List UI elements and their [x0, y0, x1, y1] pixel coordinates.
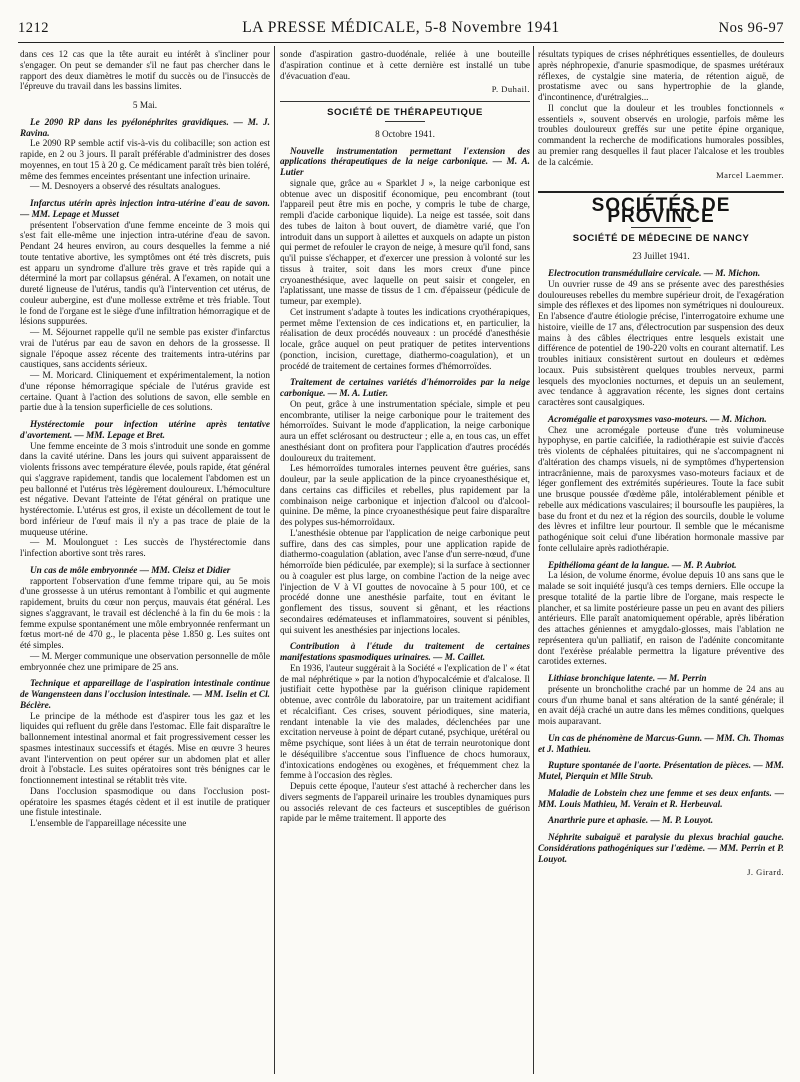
column-divider: [533, 46, 534, 1074]
session-date: 23 Juillet 1941.: [632, 252, 690, 263]
paragraph: Un ouvrier russe de 49 ans se présente avec des paresthésies douloureuses rebelles du membre supérieur droit, de l'exagération simple des réflexes et des lipomes non symétriques ni douloureux. En l'absence d'autre étiologie précise, l'interrogatoire exhume une histoire, vieille de 17 ans, d'électrocution par suspension des deux mains à des câbles électriques entre lesquels existait une différence de potentiel de 190-220 volts en courant alternatif. Les troubles initiaux consistèrent surtout en douleurs et œdèmes locaux. Puis subsistèrent quelques troubles nerveux, parmi lesquels des myoclonies nocturnes, et depuis un an seulement, avec tendance à aggravation récente, les signes dont certains caractères sont causalgiques.: [538, 279, 784, 408]
article-title: Infarctus utérin après injection intra-utérine d'eau de savon. — MM. Lepage et Musset: [20, 199, 270, 220]
article-title: Lithiase bronchique latente. — M. Perrin: [548, 674, 707, 684]
issue-number: Nos 96-97: [718, 20, 784, 36]
article-title: Maladie de Lobstein chez une femme et ses deux enfants. — MM. Louis Mathieu, M. Verain et R. Herbeuval.: [538, 788, 784, 810]
paragraph: présente un broncholithe craché par un homme de 24 ans au cours d'un rhume banal et sans altération de la santé générale; il en avait déjà craché un autre dans les mêmes conditions, quelques mois auparavant.: [538, 684, 784, 727]
paragraph: Cet instrument s'adapte à toutes les indications cryothérapiques, permet même l'extension de ces indications et, en particulier, la réalisation de deux procédés nouveaux : un procédé d'anesthésie locale, grâce auquel on peut pratiquer de petites interventions (ponction, incision, curettage, diathermo-coagulation), et un procédé de traitement de certaines formes d'hémorroïdes.: [280, 307, 530, 372]
header-rule: [18, 42, 784, 43]
paragraph: — M. Moricard. Cliniquement et expérimentalement, la notion d'une réponse hémorragique spéciale de l'utérus gravide est certaine. Quant à l'action des solutions de savon, elle semble en partie due à la tension superficielle de ces solutions.: [20, 371, 270, 414]
article-title: Nouvelle instrumentation permettant l'extension des applications thérapeutiques de la neige carbonique. — M. A. Lutier: [280, 146, 530, 178]
paragraph: — M. Desnoyers a observé des résultats analogues.: [30, 182, 221, 193]
paragraph: — M. Merger communique une observation personnelle de môle embryonnée chez une primipare de 25 ans.: [20, 651, 270, 673]
paragraph: On peut, grâce à une instrumentation spéciale, simple et peu encombrante, utiliser la neige carbonique pour le traitement des hémorroïdes. Suivant le mode d'application, la neige carbonique aura un effet sclérosant ou destructeur ; elle a, en tous cas, un effet anesthésiant dont on profitera pour l'application d'autres procédés douloureux du traitement.: [280, 399, 530, 464]
society-heading: SOCIÉTÉ DE THÉRAPEUTIQUE: [280, 101, 530, 122]
paragraph: Il conclut que la douleur et les troubles fonctionnels « essentiels », souvent observés en urologie, parfois même les troubles douloureux greffés sur une petite épine organique, commandent la recherche de modifications humorales possibles, au premier rang desquelles il faut placer l'alcalose et les troubles de la calcémie.: [538, 103, 784, 168]
paragraph: Depuis cette époque, l'auteur s'est attaché à rechercher dans les divers segments de l'appareil urinaire les troubles dynamiques purs ou associés relevant de ces facteurs et susceptibles de guérison rapide par le même traitement. Il apporte des: [280, 782, 530, 825]
paragraph: rapportent l'observation d'une femme tripare qui, au 5e mois d'une grossesse à un utérus remontant à l'ombilic et qui augmente rapidement, bruits du cœur non perçus, mauvais état général. Les signes s'aggravant, le travail est déclenché à la fin du 6e mois : la femme expulse spontanément une môle embryonnée renfermant un fœtus mort-né de 470 g., le placenta pèse 1.850 g. Les suites ont été simples.: [20, 576, 270, 651]
paragraph: Chez une acromégale porteuse d'une très volumineuse hypophyse, en partie calcifiée, la radiothérapie est suivie d'accès très violents de céphalées pituitaires, qui ne s'accompagnent ni d'altération des champs visuels, ni de symptômes d'hypertension intracrânienne, mais de paroxysmes vaso-moteurs faciaux et de léger gonflement des extrémités supérieures. Toute la face subit une brusque poussée d'œdème pâle, intolérablement pénible et rebelle aux médications vasculaires; il boursoufle les paupières, la base du front et du nez et la région des sourcils, double le volume des lèvres et infiltre leur pourtour. Il semble que le mécanisme pathogénique soit celui d'une libération hormonale massive par fonte cellulaire après radiothérapie.: [538, 425, 784, 554]
article-title: Traitement de certaines variétés d'hémorroïdes par la neige carbonique. — M. A. Lutier.: [280, 378, 530, 399]
society-heading: SOCIÉTÉ DE MÉDECINE DE NANCY: [572, 232, 750, 244]
section-heading: SOCIÉTÉS DE PROVINCE: [538, 191, 784, 228]
article-title: Anarthrie pure et aphasie. — M. P. Louyot.: [548, 816, 714, 827]
page-number: 1212: [18, 20, 49, 36]
paragraph: En 1936, l'auteur suggérait à la Société « l'explication de l' « état de mal néphrétique » par la notion d'hypocalcémie et d'alcalose. Il justifiait cette hypothèse par la guérison clinique rapidement obtenue, avec contrôle du laboratoire, par un traitement acidifiant et récalcifiant. Ces crises, souvent périodiques, sine materia, rendant intenable la vie des malades, déclenchées par une excitation nerveuse à point de départ cutané, psychique, urétéral ou même psychique, sont liées à un état de terrain neurotonique dont le déséquilibre s'accentue sous l'influence de chocs humoraux, d'intoxications endogènes ou exogènes, et fréquemment chez la femme à l'occasion des règles.: [280, 663, 530, 782]
paragraph: présentent l'observation d'une femme enceinte de 3 mois qui s'est fait elle-même une injection intra-utérine d'eau de savon. Pendant 24 heures environ, au cours desquelles la femme a nié toute tentative abortive, les symptômes ont été très discrets, puis est apparu un syndrome d'allure très grave et très rapide qui a déterminé la mort par collapsus général. A l'examen, on notait une dureté ligneuse de l'utérus, tandis qu'à l'intervention cet utérus, de couleur aubergine, est d'une mollesse extrême et très friable. Tout le fond de l'organe est le siège d'une infiltration hémorragique et de lésions suppurées.: [20, 220, 270, 328]
article-title: Electrocution transmédullaire cervicale. — M. Michon.: [548, 269, 761, 279]
session-date: 5 Mai.: [132, 101, 158, 111]
paragraph: La lésion, de volume énorme, évolue depuis 10 ans sans que le malade se soit inquiété jusqu'à ces temps derniers. Elle occupe la presque totalité de la partie libre de l'organe, mais respecte le plancher, et sa limite postérieure passe un peu en avant des piliers antérieurs. Elle paraît anatomiquement opérable, après libération des attaches géniennes et amygdalo-glosses, mais l'ablation ne représentera qu'un palliatif, en raison de l'adénite concomitante dont l'exérèse préalable permettra la ligature préventive des carotides externes.: [538, 571, 784, 668]
paragraph: Les hémorroïdes tumorales internes peuvent être guéries, sans douleur, par la seule application de la pince cryoanesthésique et, dans certains cas difficiles et rebelles, plus rapidement par la combinaison neige carbonique et injection d'alcool ou d'alcool-quinine. De même, la pince cryoanesthésique peut faire disparaître des polypes sus-hémorroïdaux.: [280, 464, 530, 528]
article-title: Epithélioma géant de la langue. — M. P. Aubriot.: [548, 560, 737, 571]
paragraph: Dans l'occlusion spasmodique ou dans l'occlusion post-opératoire les spasmes étagés cèdent et il est inutile de pratiquer une fistule intestinale.: [20, 786, 270, 819]
article-title: Un cas de môle embryonnée — MM. Cleisz et Didier: [30, 565, 231, 576]
signature: Marcel Laemmer.: [716, 170, 784, 181]
paragraph: résultats typiques de crises néphrétiques essentielles, de douleurs après néphropexie, d'anurie spasmodique, de spasmes urétéraux réflexes, de cystalgie sine materia, de rétention aiguë, de prostatisme avec ou sans hypertrophie de la glande, d'incontinence, d'urétralgies...: [538, 50, 784, 103]
signature: J. Girard.: [747, 867, 784, 878]
article-title: Hystérectomie pour infection utérine après tentative d'avortement. — MM. Lepage et Bret.: [20, 420, 270, 441]
journal-title: LA PRESSE MÉDICALE, 5-8 Novembre 1941: [242, 19, 560, 36]
signature: P. Duhail.: [491, 84, 530, 95]
paragraph: — M. Séjournet rappelle qu'il ne semble pas exister d'infarctus vrai de l'utérus par eau de savon en dehors de la grossesse. Il signale l'époque assez récente des traitements intra-utérins par caustiques, sans accidents sérieux.: [20, 328, 270, 371]
article-title: Rupture spontanée de l'aorte. Présentation de pièces. — MM. Mutel, Pierquin et Mlle Strub.: [538, 761, 784, 782]
paragraph: L'ensemble de l'appareillage nécessite une: [30, 819, 187, 829]
paragraph: sonde d'aspiration gastro-duodénale, reliée à une bouteille d'aspiration continue et à cette dernière est installé un tube d'évacuation d'eau.: [280, 50, 530, 82]
article-title: Néphrite subaiguë et paralysie du plexus brachial gauche. Considérations pathogéniques sur l'œdème. — MM. Perrin et P. Louyot.: [538, 833, 784, 865]
article-title: Le 2090 RP dans les pyélonéphrites gravidiques. — M. J. Ravina.: [20, 117, 270, 139]
article-title: Acromégalie et paroxysmes vaso-moteurs. — M. Michon.: [548, 414, 767, 425]
paragraph: L'anesthésie obtenue par l'application de neige carbonique peut suffire, dans des cas simples, pour une application rapide de diathermo-coagulation (ablation, avec l'anse d'un serre-nœud, d'une hémorroïde bien pédiculée, par exemple); si la surface à sectionner ou à coaguler est plus large, on combine l'action de la neige avec l'injection de V à VI gouttes de novocaïne à 5 pour 100, et ce procédé donne une anesthésie parfaite, tout en évitant le gonflement des tissus, souvent si gênant, et les réactions secondaires œdémateuses et inflammatoires, souvent si pénibles, qui suivent les anesthésies par injections locales.: [280, 528, 530, 636]
paragraph: Une femme enceinte de 3 mois s'introduit une sonde en gomme dans la cavité utérine. Dans les jours qui suivent apparaissent de violents frissons avec température élevée, pouls rapide, état général qui s'aggrave rapidement, tandis que localement l'abdomen est un peu ballonné et l'utérus très légèrement douloureux. L'hémoculture est négative. Devant l'atteinte de l'état général on pratique une hystérectomie. L'utérus est gros, il existe un décollement de tout le bord inférieur de l'œuf mais il n'y a pas trace de plaie de la muqueuse utérine.: [20, 441, 270, 538]
paragraph: — M. Moulonguet : Les succès de l'hystérectomie dans l'infection abortive sont très rares.: [20, 538, 270, 559]
column-3: [538, 50, 784, 1072]
article-title: Technique et appareillage de l'aspiration intestinale continue de Wangensteen dans l'occlusion intestinale. — MM. Iselin et Cl. Béclère.: [20, 679, 270, 711]
page-header: [18, 16, 784, 40]
column-divider: [274, 46, 275, 1074]
paragraph: signale que, grâce au « Sparklet J », la neige carbonique est obtenue avec un dispositif économique, peu encombrant (tout l'appareil peut être mis en poche, y compris le tube de charge, rempli d'acide carbonique liquide). La neige est tassée, soit dans des tubes de laiton à bout ouvert, de diamètre varié, que l'on introduit dans un support à ailettes et auxquels on adapte un piston qui permet de refouler le crayon de neige, à mesure qu'il fond, sans qu'il puisse s'échapper, et d'exercer une pression à volonté sur les tissus à traiter, soit dans les mors creux d'une pince cryoanesthésique, avec laquelle on peut saisir et congeler, en l'aplatissant, une masse de tissus de 1 cm. d'épaisseur (pédicule de tumeur, par exemple).: [280, 178, 530, 307]
column-2: [280, 50, 530, 1072]
article-title: Un cas de phénomène de Marcus-Gunn. — MM. Ch. Thomas et J. Mathieu.: [538, 733, 784, 755]
paragraph: Le 2090 RP semble actif vis-à-vis du colibacille; son action est rapide, en 2 ou 3 jours. Il paraît préférable d'administrer des doses moyennes, en tout 15 à 20 g. Ce médicament paraît très bien toléré, même des femmes enceintes présentant une infection urinaire.: [20, 139, 270, 182]
article-title: Contribution à l'étude du traitement de certaines manifestations spasmodiques urinaires. — M. Caillet.: [280, 642, 530, 663]
session-date: 8 Octobre 1941.: [375, 129, 435, 140]
paragraph: dans ces 12 cas que la tête aurait eu intérêt à s'incliner pour s'engager. On peut se demander s'il ne faut pas chercher dans le rapport des deux diamètres le motif du succès ou de l'insuccès de l'épreuve du travail dans les bassins limites.: [20, 50, 270, 93]
column-1: [20, 50, 270, 1072]
paragraph: Le principe de la méthode est d'aspirer tous les gaz et les liquides qui refluent du grêle dans l'estomac. Elle fait disparaître le ballonnement intestinal anormal et fait progressivement cesser les spasmes intestinaux successifs et étagés. Mise en œuvre 3 heures avant l'intervention on peut opérer sur un abdomen plat et aller droit à l'obstacle. Les suites opératoires sont très bénignes car le fonctionnement intestinal se rétablit très vite.: [20, 711, 270, 786]
